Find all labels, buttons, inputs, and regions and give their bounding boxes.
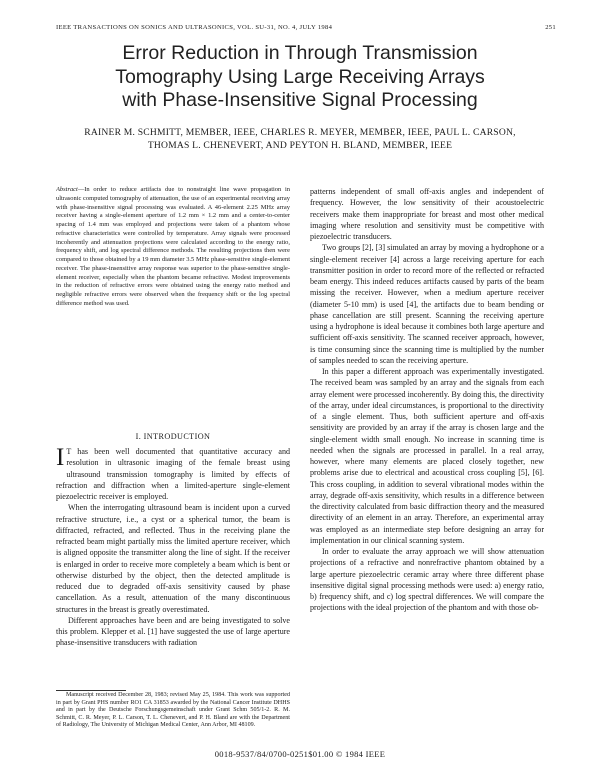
intro-paragraph-1: I T has been well documented that quantitative accuracy and resolution in ultrasonic imaging of the female breast using ultrasound transmission tomography is limited by effects of refraction and diffraction when a limited-aperture single-element piezoelectric receiver is employed. xyxy=(56,446,290,501)
authors-line-1: RAINER M. SCHMITT, MEMBER, IEEE, CHARLES R. MEYER, MEMBER, IEEE, PAUL L. CARSON, xyxy=(84,127,516,138)
author-list xyxy=(30,127,570,152)
intro-paragraph-2: When the interrogating ultrasound beam is incident upon a curved refractive structure, i.e., a cyst or a spherical tumor, the beam is diffracted, refracted, and reflected. Thus in the receiving plane the refracted beam might partially miss the limited aperture receiver, which is aligned opposite the transmitter along the line of sight. If the receiver is enlarged in order to receive more completely a beam which is bent or otherwise disturbed by the object, then the detected amplitude is reduced due to degraded off-axis sensitivity caused by phase cancellation. As a result, attenuation of the many discontinuous structures in the breast is greatly overestimated. xyxy=(56,503,290,614)
paper-title xyxy=(40,42,560,113)
right-paragraph-3: In this paper a different approach was experimentally investigated. The received beam was sampled by an array and the signals from each array element were processed incoherently. By doing this, the directivity of the array, under ideal circumstances, is proportional to the directivity of a single element. Thus, both sufficient aperture and off-axis sensitivity are provided by an array if the array is chosen large and the single-element width small enough. No increase in scanning time is needed when the signals are processed in parallel. In a real array, however, where many elements are placed closely together, new problems arise due to electrical and acoustical cross coupling [5], [6]. This cross coupling, in addition to several vibrational modes within the array, degrade off-axis sensitivity, which results in a difference between the directivity calculated from basic diffraction theory and the measured directivity of an element in an array. Therefore, an experimental array was employed as an intermediate step before designing an array for implementation in our clinical scanning system. xyxy=(310,367,544,545)
drop-cap: I xyxy=(56,446,65,471)
introduction-text xyxy=(56,446,290,672)
abstract-body: —In order to reduce artifacts due to nonstraight line wave propagation in ultrasonic computed tomography of attenuation, the use of an experimental receiving array with phase-insensitive signal processing was evaluated. A 46-element 2.25 MHz array receiver having a single-element aperture of 1.2 mm × 1.2 mm and a center-to-center spacing of 1.4 mm was employed and projections were taken of a phantom whose refractive characteristics were controlled by temperature. Array signals were processed incoherently and attenuation projections were calculated according to the energy ratio, frequency shift, and log spectral difference methods. The resulting projections then were compared to those obtained by a 19 mm diameter 3.5 MHz phase-sensitive single-element receiver. The phase-insensitive array response was superior to the phase-sensitive single-element receiver, especially when the phantom became refractive. Modest improvements in the reduction of refractive errors were obtained using the energy ratio method and negligible refractive errors were observed when the frequency shift or the log spectral difference method was used. xyxy=(56,186,290,307)
intro-paragraph-3: Different approaches have been and are being investigated to solve this problem. Klepper et al. [1] have suggested the use of large aperture phase-insensitive transducers with radiation xyxy=(56,615,290,648)
right-column-text xyxy=(310,186,544,746)
title-line-1: Error Reduction in Through Transmission xyxy=(122,42,478,64)
title-line-3: with Phase-Insensitive Signal Processing xyxy=(122,89,478,111)
abstract xyxy=(56,186,290,386)
right-paragraph-1: patterns independent of small off-axis angles and independent of frequency. However, the low sensitivity of their acoustoelectric receivers make them inappropriate for breast and most other medical imaging where resolution and sensitivity must be competitive with piezoelectric transducers. xyxy=(310,187,544,241)
right-paragraph-2: Two groups [2], [3] simulated an array by moving a hydrophone or a single-element receiver [4] across a large receiving aperture for each transmitter position in order to record more of the reflected or refracted beam energy. This indeed reduces artifacts caused by parts of the beam missing the receiver. However, when a medium aperture receiver (diameter 5-10 mm) is used [4], the artifacts due to beam bending or phase cancellation are still present. Scanning the receiving aperture using a hydrophone is ideal because it combines both large aperture and sufficient off-axis sensitivity. The scanned receiver approach, however, is time consuming since the scanning time is multiplied by the number of samples needed to scan the receiving aperture. xyxy=(310,243,544,365)
right-paragraph-4: In order to evaluate the array approach we will show attenuation projections of a refractive and nonrefractive phantom obtained by a large aperture piezoelectric ceramic array where three different phase insensitive digital signal processing methods were used: a) energy ratio, b) frequency shift, and c) log spectral differences. We will compare the projections with the ideal projection of the phantom and with those ob- xyxy=(310,547,544,613)
page-number: 251 xyxy=(545,24,556,31)
running-head xyxy=(56,24,556,31)
section-heading-introduction: I. INTRODUCTION xyxy=(135,432,211,441)
abstract-label: Abstract xyxy=(56,186,78,193)
footnote: Manuscript received December 28, 1983; revised May 25, 1984. This work was supported in part by Grant PHS number RO1 CA 31853 awarded by the National Cancer Institute DHHS and in part by the Deutsche Forschungsgemeinschaft under Grant Schm 505/1-2. R. M. Schmitt, C. R. Meyer, P. L. Carson, T. L. Chenevert, and P. H. Bland are with the Department of Radiology, The University of Michigan Medical Center, Ann Arbor, MI 48109. xyxy=(56,692,290,729)
journal-citation: IEEE TRANSACTIONS ON SONICS AND ULTRASONICS, VOL. SU-31, NO. 4, JULY 1984 xyxy=(56,24,333,31)
copyright-line: 0018-9537/84/0700-0251$01.00 © 1984 IEEE xyxy=(214,749,386,759)
authors-line-2: THOMAS L. CHENEVERT, AND PEYTON H. BLAND, MEMBER, IEEE xyxy=(147,139,453,151)
title-line-2: Tomography Using Large Receiving Arrays xyxy=(115,65,485,88)
footnote-divider xyxy=(56,690,126,691)
